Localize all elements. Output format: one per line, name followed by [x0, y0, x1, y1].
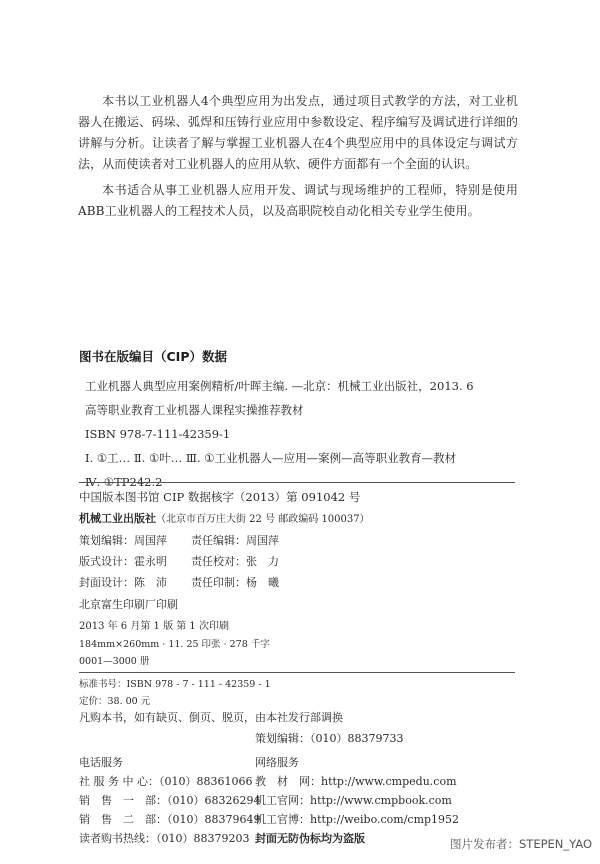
- phone-row: [79, 772, 260, 791]
- phone-number: （010）88361066: [159, 775, 253, 788]
- anti-counterfeit-notice: 封面无防伪标均为盗版: [255, 832, 365, 845]
- network-label: 机工官网：: [255, 794, 310, 807]
- cip-data-block: [85, 374, 525, 494]
- responsible-editor: 责任编辑：周国萍: [191, 534, 279, 547]
- editors-row-3: [79, 574, 519, 590]
- phone-services-title: 电话服务: [79, 756, 123, 769]
- book-introduction: [78, 91, 518, 227]
- website-link[interactable]: http://www.cmpbook.com: [310, 794, 452, 807]
- return-notice: 凡购本书，如有缺页、倒页、脱页，由本社发行部调换: [79, 711, 343, 724]
- network-row: [255, 791, 459, 810]
- phone-row: [79, 810, 260, 829]
- phone-number: （010）88379649: [167, 813, 261, 826]
- network-services-title: 网络服务: [255, 756, 299, 769]
- publisher-address: （北京市百万庄大街 22 号 邮政编码 100037）: [156, 514, 370, 525]
- divider: [79, 672, 515, 673]
- cip-number: 中国版本图书馆 CIP 数据核字（2013）第 091042 号: [79, 490, 361, 504]
- price-line: 定价：38. 00 元: [79, 696, 151, 707]
- publisher-line: [79, 510, 519, 526]
- network-row: [255, 772, 459, 791]
- proofreader: 责任校对：张 力: [191, 555, 279, 568]
- cover-designer: 封面设计：陈 沛: [79, 576, 167, 589]
- cip-subject-line: Ⅰ. ①工… Ⅱ. ①叶… Ⅲ. ①工业机器人—应用—案例—高等职业教育—教材: [85, 451, 457, 465]
- weibo-link[interactable]: http://weibo.com/cmp1952: [310, 813, 460, 826]
- phone-label: 读者购书热线：: [79, 832, 156, 845]
- divider: [79, 482, 515, 483]
- planning-editor: 策划编辑：周国萍: [79, 534, 167, 547]
- phone-label: 社 服 务 中 心：: [79, 775, 159, 788]
- phone-row: [79, 791, 260, 810]
- phone-number: （010）68326294: [167, 794, 261, 807]
- phone-row: [79, 829, 260, 848]
- format-line: 184mm×260mm · 11. 25 印张 · 278 千字: [79, 639, 270, 650]
- image-credit: 图片发布者：STEPEN_YAO: [450, 837, 592, 851]
- network-label: 机工官博：: [255, 813, 310, 826]
- phone-label: 销 售 二 部：: [79, 813, 167, 826]
- phone-label: 销 售 一 部：: [79, 794, 167, 807]
- standard-number-line: 标准书号：ISBN 978 - 7 - 111 - 42359 - 1: [79, 679, 271, 690]
- edition-line: 2013 年 6 月第 1 版 第 1 次印刷: [79, 621, 229, 632]
- cip-title-line: 工业机器人典型应用案例精析/叶晖主编. —北京：机械工业出版社，2013. 6: [85, 379, 474, 393]
- intro-paragraph-2: 本书适合从事工业机器人应用开发、调试与现场维护的工程师，特别是使用ABB工业机器人的工程技术人员，以及高职院校自动化相关专业学生使用。: [78, 183, 518, 218]
- phone-services: [79, 753, 260, 848]
- cip-isbn-line: ISBN 978-7-111-42359-1: [85, 427, 231, 441]
- intro-paragraph-1: 本书以工业机器人4个典型应用为出发点，通过项目式教学的方法，对工业机器人在搬运、码垛、弧焊和压铸行业应用中参数设定、程序编写及调试进行详细的讲解与分析。让读者了解与掌握工业机器人在4个典型应用中的具体设定与调试方法，从而使读者对工业机器人的应用从软、硬件方面都有一个全面的认识。: [78, 94, 518, 171]
- cip-heading: 图书在版编目（CIP）数据: [79, 349, 227, 364]
- phone-number: （010）88379203: [156, 832, 250, 845]
- planning-phone: 策划编辑：（010）88379733: [255, 732, 404, 745]
- network-label: 教 材 网：: [255, 775, 321, 788]
- network-row: [255, 810, 459, 829]
- publisher-name: 机械工业出版社: [79, 512, 156, 525]
- print-run-line: 0001—3000 册: [79, 656, 150, 667]
- layout-designer: 版式设计：霍永明: [79, 555, 167, 568]
- printer-line: 北京富生印刷厂印刷: [79, 598, 178, 611]
- network-services: [255, 753, 459, 848]
- editors-row-1: [79, 532, 519, 548]
- printing-supervisor: 责任印制：杨 曦: [191, 576, 279, 589]
- cip-classification-line: Ⅳ. ①TP242.2: [85, 475, 163, 489]
- website-link[interactable]: http://www.cmpedu.com: [321, 775, 457, 788]
- cip-series-line: 高等职业教育工业机器人课程实操推荐教材: [85, 403, 304, 417]
- editors-row-2: [79, 553, 519, 569]
